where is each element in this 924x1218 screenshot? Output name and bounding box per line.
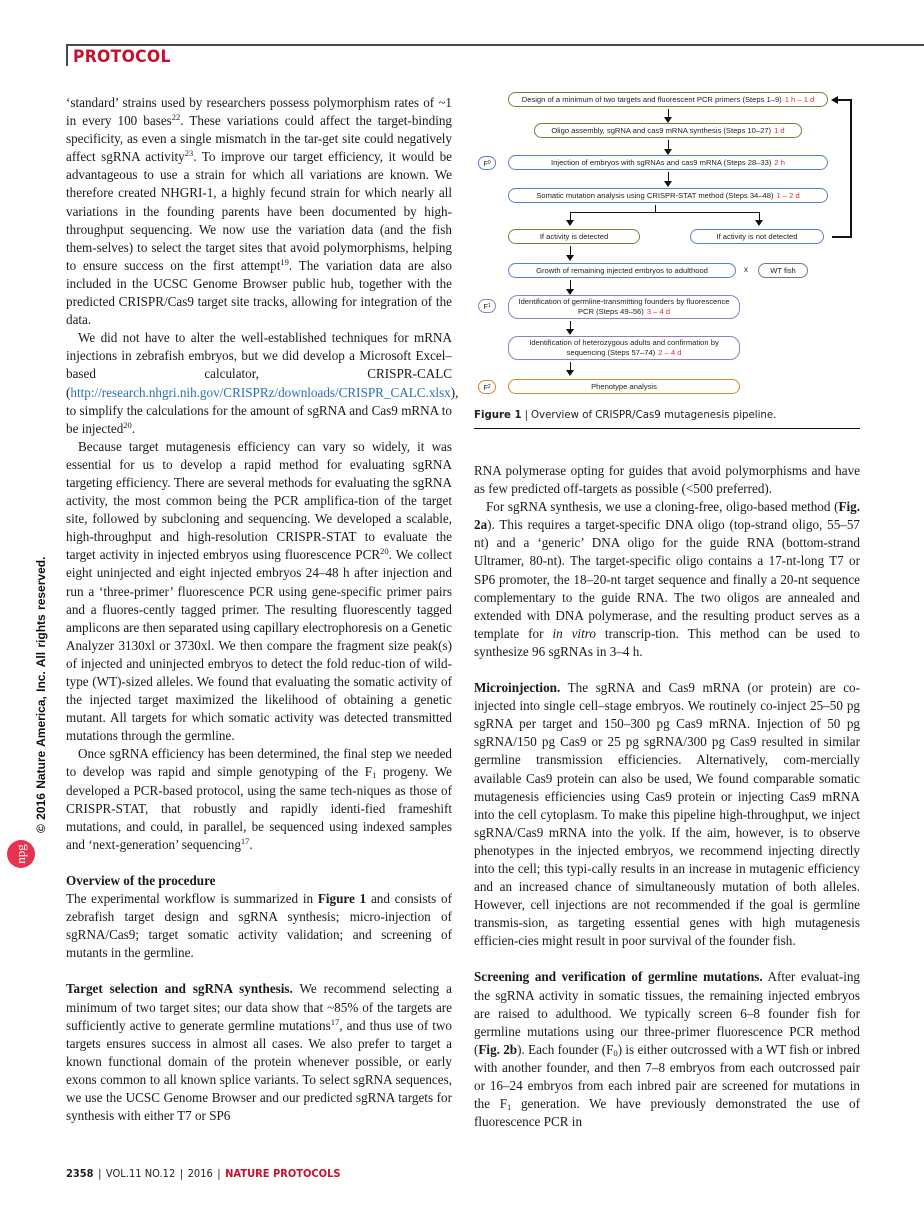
figure-reference[interactable]: Figure 1: [317, 891, 367, 907]
copyright-notice: © 2016 Nature America, Inc. All rights reserved.: [34, 556, 48, 833]
section-heading-microinjection: Microinjection.: [474, 680, 561, 696]
node-somatic-analysis: Somatic mutation analysis using CRISPR-STAT method (Steps 34–48) 1 – 2 d: [508, 188, 828, 203]
generation-f1-badge: F 1: [478, 299, 496, 313]
page-number: 2358: [66, 1167, 94, 1180]
right-column: [474, 462, 860, 1131]
volume-issue: VOL.11 NO.12: [105, 1167, 176, 1180]
node-founders: Identification of germline-transmitting founders by fluorescence PCR (Steps 49–56) 3 – 4 d: [508, 295, 740, 319]
paragraph-crispr-stat: Because target mutagenesis efficiency can vary so widely, it was essential for us to develop a rapid method for evaluating sgRNA targeting efficiency. There are several methods for evaluating the sgRNA activity, the most common being the PCR amplifica-tion of the target site, followed by subcloning and sequencing. We developed a scalable, high-throughput and high-resolution CRISPR-STAT to evaluate the target activity in injected embryos using fluorescence PCR$^{20}$. We collect eight uninjected and eight injected embryos 24–48 h after injection and run a ‘three-primer’ fluorescence PCR using gene-specific primer pairs and a fluores-cently tagged primer. The resulting fluorescently tagged amplicons are then separated using capillary electrophoresis on a Genetic Analyzer 3130xl or 3730xl. We then compare the fragment size peak(s) of injected and uninjected embryos to detect the fold reduc-tion of wild-type (WT)-sized alleles. We found that evaluating the somatic activity of the injected target maximized the likelihood of obtaining a genetic mutant. All targets for which somatic activity was detected transmitted mutations through the germline.: [66, 438, 452, 744]
section-heading-screening: Screening and verification of germline mutations.: [474, 969, 763, 985]
citation[interactable]: 23: [184, 148, 194, 159]
paragraph-screening: Screening and verification of germline mutations. After evaluat-ing the sgRNA activity in somatic tissues, the remaining injected embryos are raised to adulthood. We typically screen 6–8 founder fish for germline mutations using our three-primer fluorescence PCR method (Fig. 2b). Each founder $(F_0)$ is either outcrossed with a WT fish or inbred with another founder, and then 7–8 embryos from each outcrossed pair or 16–24 embryos from each inbred pair are screened for mutations in the $F_1$ generation. We have previously demonstrated the use of fluorescence PCR in: [474, 969, 860, 1130]
node-growth: Growth of remaining injected embryos to adulthood: [508, 263, 736, 278]
feedback-connector: [850, 99, 852, 238]
arrow-down: [759, 212, 760, 224]
arrow-down: [570, 362, 571, 374]
section-heading-target: Target selection and sgRNA synthesis.: [66, 981, 293, 997]
arrow-down: [570, 280, 571, 293]
paragraph-microinjection: Microinjection. The sgRNA and Cas9 mRNA (or protein) are co-injected into single cell–stage embryos. We routinely co-inject 25–50 pg sgRNA per target and 150–300 pg Cas9 mRNA. Injection of 50 pg sgRNA/150 pg Cas9 or 25 pg sgRNA/300 pg Cas9 resulted in similar germline transmission efficiencies. Alternatively, com-mercially available Cas9 protein can also be used, We found comparable somatic mutagenesis efficiencies using Cas9 protein or injecting Cas9 mRNA into the cell cytoplasm. To make this pipeline high-throughput, we inject sgRNA/Cas9 mRNA into the yolk. If the aim, however, is to observe phenotypes in the injected embryos, we recommend injecting directly into the cell; this typi-cally results in an increase in mutagenic efficiency and an increased chance of simultaneously mutation of both alleles. However, cell injections are not recommended if the goal is germline transmis-sion, as targeting essential genes with high mutagenesis efficien-cies might result in poor survival of the founder fish.: [474, 680, 860, 949]
paragraph-strains: ‘standard’ strains used by researchers possess polymorphism rates of ~1 in every 100 bases$^{22}$. These variations could affect the target-binding specificity, as even a single mismatch in the tar-get site could negatively affect sgRNA activity$^{23}$. To improve our target efficiency, it would be advantageous to use a strain for which all variations are known. We therefore created NHGRI-1, a highly fecund strain for which nearly all variations in the founding parents have been documented by high-throughput sequencing. We now use the variation data (and the fish them-selves) to select the target sites that avoid polymorphisms, helping to ensure success on the first attempt$^{19}$. The variation data are also included in the UCSC Genome Browser public hub, together with the predicted CRISPR/Cas9 target site tracks, allowing for integration of the data.: [66, 95, 452, 328]
figure-label: Figure 1: [474, 410, 522, 421]
citation[interactable]: 20: [380, 546, 389, 557]
figure-1-flowchart: [474, 88, 864, 428]
page-footer: 2358 | VOL.11 NO.12 | 2016 | NATURE PROTOCOLS: [66, 1167, 341, 1180]
paragraph-crispr-calc: We did not have to alter the well-established techniques for mRNA injections in zebrafish embryos, but we did develop a Microsoft Excel–based calculator, CRISPR-CALC (http://research.nhgri.nih.gov/CRISPRz/downloads/CRISPR_CALC.xlsx), to simplify the calculations for the amount of sgRNA and Cas9 mRNA to be injected$^{20}$.: [66, 330, 459, 436]
citation[interactable]: 19: [280, 256, 289, 267]
node-design: Design of a minimum of two targets and fluorescent PCR primers (Steps 1–9) 1 h – 1 d: [508, 92, 828, 107]
node-phenotype: Phenotype analysis: [508, 379, 740, 394]
arrow-down: [570, 246, 571, 259]
cross-symbol: x: [744, 265, 748, 274]
feedback-arrow-icon: [831, 96, 838, 104]
generation-f0-badge: F 0: [478, 156, 496, 170]
paragraph-sgrna-synthesis: For sgRNA synthesis, we use a cloning-free, oligo-based method (Fig. 2a). This requires a target-specific DNA oligo (top-strand oligo, 55–57 nt) and a ‘generic’ DNA oligo for the guide RNA (bottom-strand Ultramer, 80-nt). The target-specific oligo contains a 17-nt-long T7 or SP6 promoter, the 18–20-nt target sequence and finally a 20-nt sequence complementary to the guide RNA. The two oligos are annealed and extended with DNA polymerase, and the resulting product serves as a template for in vitro transcrip-tion. This method can be used to synthesize 96 sgRNAs in 3–4 h.: [474, 499, 860, 659]
section-label: PROTOCOL: [73, 47, 171, 67]
npg-logo-icon: [7, 840, 35, 868]
node-activity-not-detected: If activity is not detected: [690, 229, 824, 244]
node-oligo-assembly: Oligo assembly, sgRNA and cas9 mRNA synthesis (Steps 10–27) 1 d: [534, 123, 802, 138]
citation[interactable]: 22: [171, 112, 181, 123]
citation[interactable]: 17: [330, 1016, 340, 1027]
crispr-calc-link[interactable]: http://research.nhgri.nih.gov/CRISPRz/downloads/CRISPR_CALC.xlsx: [70, 384, 451, 400]
citation[interactable]: 20: [123, 419, 132, 430]
paragraph-genotyping: Once sgRNA efficiency has been determined, the final step we needed to develop was rapid and simple genotyping of the $F_1$ progeny. We developed a PCR-based protocol, using the same tech-niques as those of CRISPR-STAT, that robustly and rapidly identi-fied frameshift mutations, and could, in parallel, be sequenced using indexed samples and ‘next-generation’ sequencing$^{17}$.: [66, 746, 452, 852]
node-activity-detected: If activity is detected: [508, 229, 640, 244]
arrow-down: [570, 212, 571, 224]
arrow-down: [668, 140, 669, 153]
arrow-down: [668, 172, 669, 185]
citation[interactable]: 17: [240, 835, 250, 846]
figure-caption: Figure 1 | Overview of CRISPR/Cas9 mutagenesis pipeline.: [474, 410, 777, 421]
feedback-connector: [838, 99, 852, 101]
node-injection: Injection of embryos with sgRNAs and cas9 mRNA (Steps 28–33) 2 h: [508, 155, 828, 170]
caption-rule: [474, 428, 860, 429]
generation-f2-badge: F 2: [478, 380, 496, 394]
figure-reference[interactable]: Fig. 2b: [478, 1041, 518, 1057]
header-rule: [66, 44, 924, 46]
arrow-down: [570, 321, 571, 333]
node-heterozygous: Identification of heterozygous adults and confirmation by sequencing (Steps 57–74) 2 – 4 d: [508, 336, 740, 360]
journal-name: NATURE PROTOCOLS: [225, 1167, 341, 1180]
paragraph-rna-polymerase: RNA polymerase opting for guides that avoid polymorphisms and have as few predicted off-targets as possible (<500 preferred).: [474, 463, 860, 497]
feedback-connector: [832, 236, 852, 238]
connector: [570, 212, 760, 213]
arrow-down: [668, 109, 669, 121]
figure-reference[interactable]: Fig. 2a: [474, 499, 860, 533]
paragraph-target-selection: Target selection and sgRNA synthesis. We recommend selecting a minimum of two target sites; our data show that ~85% of the targets are sufficiently active to generate germline mutations$^{17}$, and thus use of two targets ensures success in almost all cases. We also prefer to target a known functional domain of the protein whenever possible, or early exons common to all known splice variants. To select sgRNA sequences, we use the UCSC Genome Browser and our predicted sgRNA targets for synthesis with either T7 or SP6: [66, 981, 452, 1124]
npg-logo-text: npg: [13, 844, 28, 864]
header-tick: [66, 44, 68, 66]
paragraph-overview: The experimental workflow is summarized in Figure 1 and consists of zebrafish target design and sgRNA synthesis; micro-injection of sgRNA/Cas9; target somatic activity validation; and screening of mutants in the germline.: [66, 891, 452, 961]
node-wt-fish: WT fish: [758, 263, 808, 278]
left-column: [66, 94, 459, 1125]
year: 2016: [187, 1167, 213, 1180]
section-heading-overview: Overview of the procedure: [66, 872, 216, 888]
